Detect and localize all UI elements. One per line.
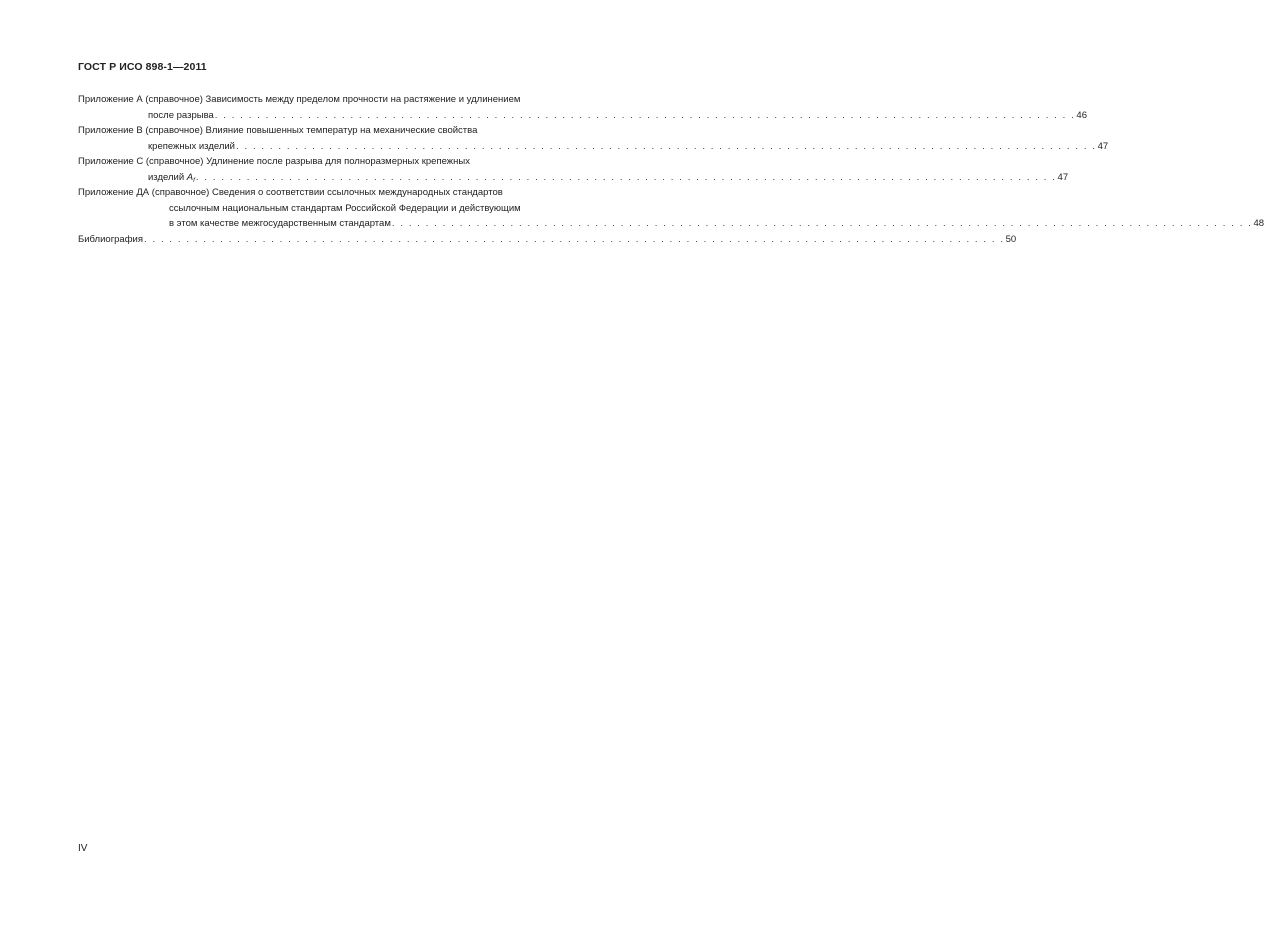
toc-page-number: 50 [1005, 233, 1017, 245]
toc-leader-dots: . . . . . . . . . . . . . . . . . . . . . . . . . . . . . . . . . . . . . . . . . . . . . . . . . . . . . . . . . . . . . . . . . . . . . . . . . . . . . . . . . . . . . . . . . . . . . . . . . . . . . . [195, 171, 1057, 183]
toc-leader-dots: . . . . . . . . . . . . . . . . . . . . . . . . . . . . . . . . . . . . . . . . . . . . . . . . . . . . . . . . . . . . . . . . . . . . . . . . . . . . . . . . . . . . . . . . . . . . . . . . . . . . . . [391, 218, 1253, 229]
toc-page-number: 47 [1057, 171, 1069, 183]
toc-entry-title: (справочное) Влияние повышенных температур на механические свойства [145, 125, 478, 136]
toc-entry-label: Приложение ДА [78, 187, 150, 198]
toc-entry-appendix-da[interactable] [78, 185, 1264, 232]
page-number: IV [78, 843, 88, 854]
toc-page-number: 48 [1253, 218, 1264, 229]
toc-leader-dots: . . . . . . . . . . . . . . . . . . . . . . . . . . . . . . . . . . . . . . . . . . . . . . . . . . . . . . . . . . . . . . . . . . . . . . . . . . . . . . . . . . . . . . . . . . . . . . . . . . . . . . [214, 109, 1076, 121]
toc-entry-title: (справочное) Зависимость между пределом прочности на растяжение и удлинением [145, 94, 521, 105]
toc-entry-title-continuation: после разрыва [148, 109, 214, 121]
toc-entry-title: (справочное) Сведения о соответствии ссылочных международных стандартов [151, 187, 503, 198]
toc-entry-appendix-b[interactable] [78, 123, 1109, 154]
toc-entry-bibliography[interactable] [78, 232, 1017, 248]
toc-entry-label: Библиография [78, 233, 143, 245]
toc-entry-title: (справочное) Удлинение после разрыва для полноразмерных крепежных [145, 156, 470, 167]
table-of-contents [78, 92, 1264, 247]
toc-page-number: 46 [1076, 109, 1087, 121]
symbol-a: A [186, 171, 194, 183]
toc-entry-appendix-c[interactable] [78, 154, 1069, 185]
toc-entry-title-text: изделий [148, 171, 185, 183]
toc-page-number: 47 [1097, 140, 1109, 152]
toc-entry-appendix-a[interactable] [78, 92, 1087, 123]
symbol-subscript-f: f [193, 176, 195, 184]
document-code: ГОСТ Р ИСО 898-1—2011 [78, 61, 207, 73]
toc-entry-title-continuation: ссылочным национальным стандартам Российской Федерации и действующим [169, 202, 521, 214]
toc-leader-dots: . . . . . . . . . . . . . . . . . . . . . . . . . . . . . . . . . . . . . . . . . . . . . . . . . . . . . . . . . . . . . . . . . . . . . . . . . . . . . . . . . . . . . . . . . . . . . . . . . . . . . . [235, 140, 1097, 152]
toc-entry-label: Приложение В [78, 125, 143, 136]
toc-entry-title-continuation: в этом качестве межгосударственным стандартам [169, 218, 391, 229]
toc-entry-title-continuation: крепежных изделий [148, 140, 235, 152]
toc-entry-label: Приложение С [78, 156, 144, 167]
toc-entry-label: Приложение А [78, 94, 143, 105]
toc-leader-dots: . . . . . . . . . . . . . . . . . . . . . . . . . . . . . . . . . . . . . . . . . . . . . . . . . . . . . . . . . . . . . . . . . . . . . . . . . . . . . . . . . . . . . . . . . . . . . . . . . . . . . . [144, 233, 1005, 245]
